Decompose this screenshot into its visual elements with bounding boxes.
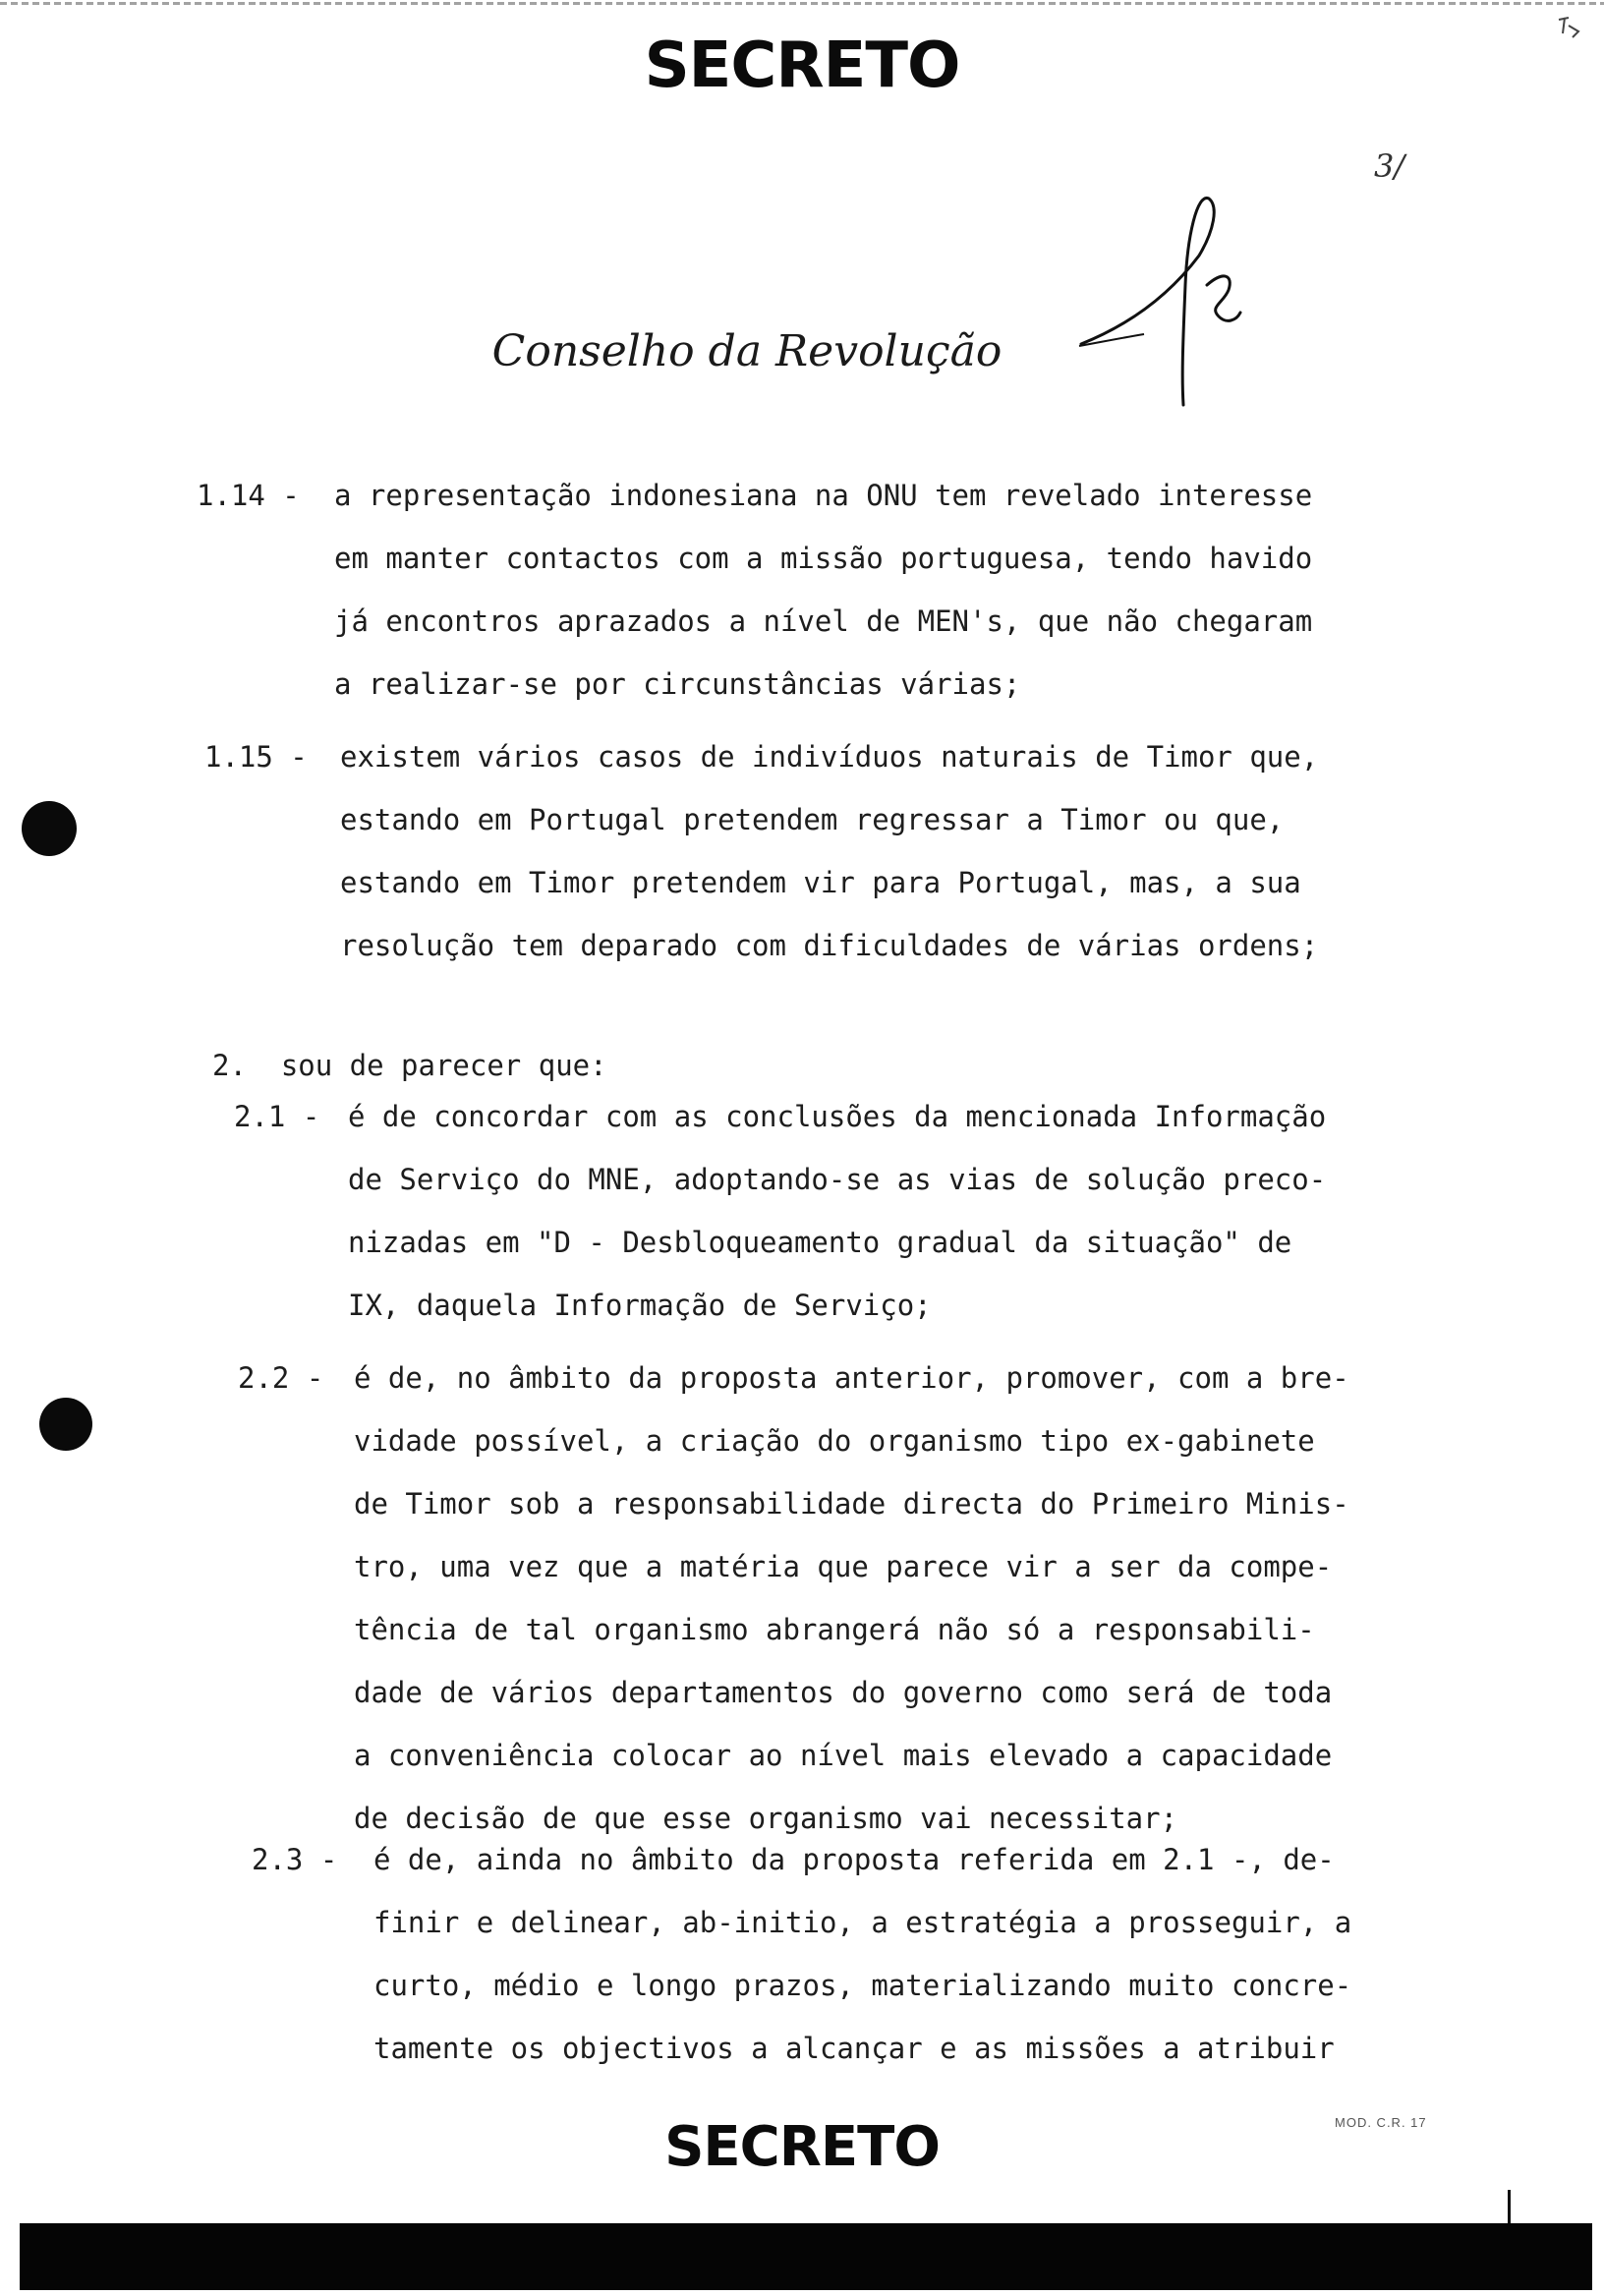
text-line: a conveniência colocar ao nível mais elevado a capacidade	[354, 1739, 1333, 1772]
text-line: finir e delinear, ab-initio, a estratégia a prosseguir, a	[373, 1906, 1352, 1939]
text-line: tro, uma vez que a matéria que parece vir a ser da compe-	[354, 1550, 1333, 1583]
punch-hole-lower	[39, 1398, 92, 1451]
text-line: de Timor sob a responsabilidade directa do Primeiro Minis-	[354, 1487, 1349, 1521]
text-line: é de, no âmbito da proposta anterior, promover, com a bre-	[354, 1361, 1349, 1395]
text-line: tência de tal organismo abrangerá não só a responsabili-	[354, 1613, 1315, 1646]
item-number: 2.3 -	[252, 1843, 338, 1876]
text-line: estando em Portugal pretendem regressar a Timor ou que,	[340, 803, 1285, 836]
text-line: em manter contactos com a missão portuguesa, tendo havido	[334, 542, 1313, 575]
text-line: existem vários casos de indivíduos naturais de Timor que,	[340, 740, 1319, 774]
item-text	[373, 1828, 1351, 2080]
text-line: a realizar-se por circunstâncias várias;	[334, 667, 1021, 701]
item-text	[354, 1347, 1349, 1850]
text-line: já encontros aprazados a nível de MEN's, que não chegaram	[334, 604, 1313, 638]
text-line: vidade possível, a criação do organismo tipo ex-gabinete	[354, 1424, 1315, 1458]
classification-stamp-top: SECRETO	[644, 29, 960, 102]
text-line: de decisão de que esse organismo vai necessitar;	[354, 1802, 1178, 1835]
item-number: 2.2 -	[238, 1361, 324, 1395]
text-line: resolução tem deparado com dificuldades de várias ordens;	[340, 929, 1319, 962]
text-line: é de, ainda no âmbito da proposta referida em 2.1 -, de-	[373, 1843, 1335, 1876]
text-line: tamente os objectivos a alcançar e as missões a atribuir	[373, 2032, 1335, 2065]
item-number: 2.1 -	[234, 1100, 320, 1133]
item-text	[348, 1085, 1326, 1337]
section-heading: 2. sou de parecer que:	[212, 1049, 607, 1082]
item-text	[340, 725, 1318, 977]
punch-hole-upper	[22, 801, 77, 856]
text-line: estando em Timor pretendem vir para Portugal, mas, a sua	[340, 866, 1301, 899]
classification-stamp-bottom: SECRETO	[664, 2115, 940, 2179]
text-line: de Serviço do MNE, adoptando-se as vias de solução preco-	[348, 1163, 1327, 1196]
item-number: 1.14 -	[197, 479, 300, 512]
text-line: é de concordar com as conclusões da mencionada Informação	[348, 1100, 1327, 1133]
page-number: 3/	[1374, 147, 1405, 185]
item-number: 1.15 -	[204, 740, 308, 774]
text-line: curto, médio e longo prazos, materializando muito concre-	[373, 1969, 1352, 2002]
top-edge-scan-line	[0, 2, 1604, 5]
text-line: nizadas em "D - Desbloqueamento gradual da situação" de	[348, 1226, 1292, 1259]
text-line: a representação indonesiana na ONU tem revelado interesse	[334, 479, 1313, 512]
text-line: dade de vários departamentos do governo como será de toda	[354, 1676, 1333, 1709]
signature-mark	[1061, 177, 1258, 413]
text-line: IX, daquela Informação de Serviço;	[348, 1289, 932, 1322]
form-model-code: MOD. C.R. 17	[1335, 2115, 1427, 2130]
letterhead-script	[491, 315, 1002, 393]
bottom-edge-mark	[1508, 2190, 1511, 2225]
scan-bottom-edge	[20, 2223, 1592, 2290]
letterhead-text: Conselho da Revolução	[491, 326, 1002, 376]
item-text	[334, 464, 1312, 716]
